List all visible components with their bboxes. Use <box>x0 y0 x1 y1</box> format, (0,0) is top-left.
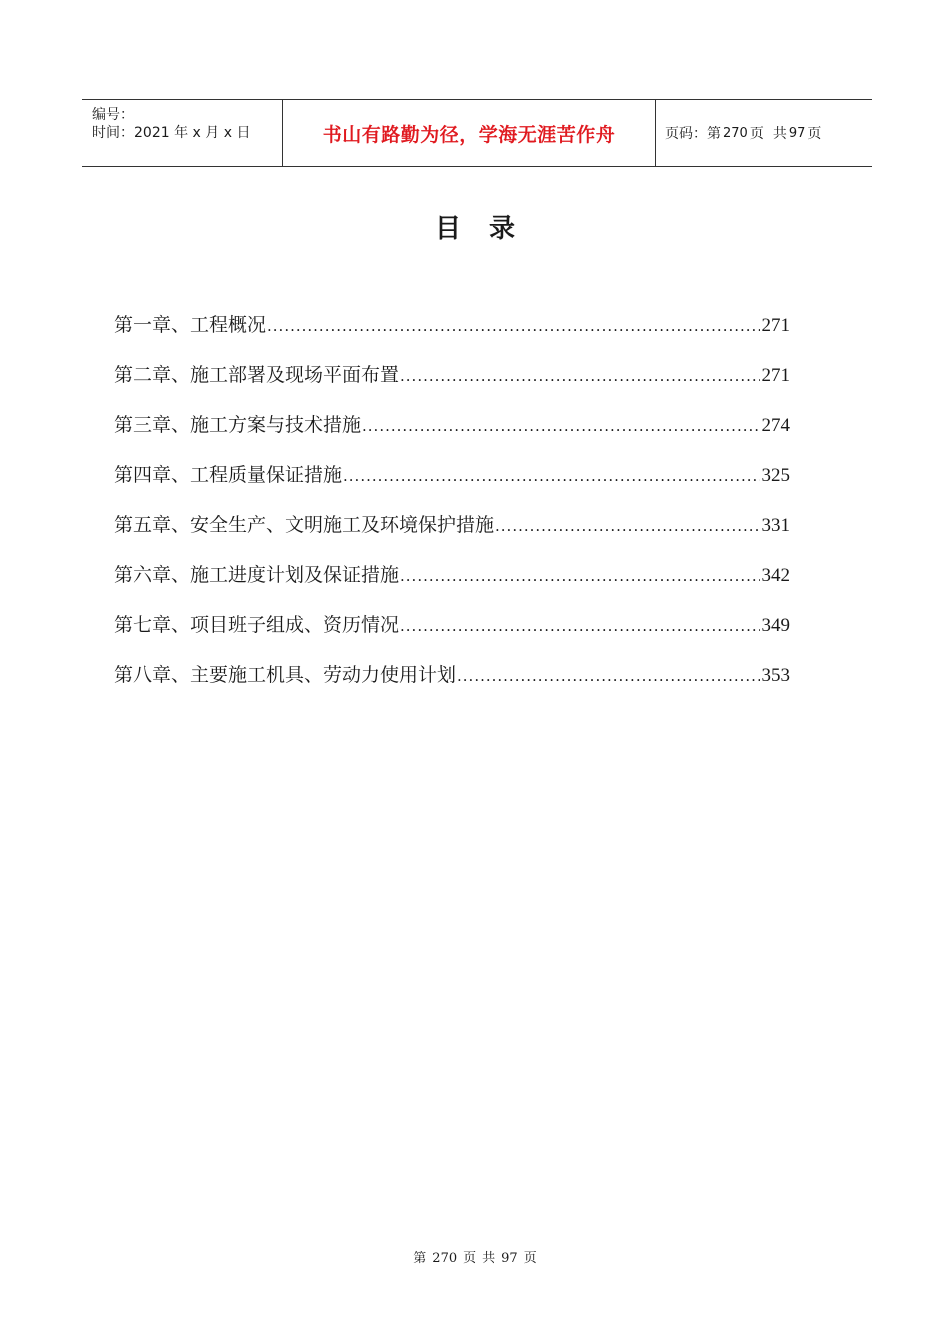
time-value: 2021 年 x 月 x 日 <box>134 125 251 141</box>
toc-entry-3[interactable] <box>114 410 790 460</box>
total-unit: 页 <box>807 126 822 142</box>
page-unit: 页 <box>749 126 764 142</box>
toc-entry-label: 第七章、项目班子组成、资历情况 <box>114 614 400 636</box>
time-line <box>92 124 282 142</box>
footer-total-prefix: 共 <box>482 1251 496 1266</box>
toc-entry-page: 342 <box>761 565 790 586</box>
footer-page: 270 <box>432 1251 458 1266</box>
footer-prefix: 第 <box>413 1251 427 1266</box>
toc-leader-dots <box>495 517 759 535</box>
toc-entry-1[interactable] <box>114 310 790 360</box>
footer-page-unit: 页 <box>463 1251 477 1266</box>
page-number: 270 <box>723 125 748 141</box>
page-label: 页码：第 <box>665 126 721 142</box>
toc-entry-page: 353 <box>761 665 790 686</box>
toc-entry-page: 349 <box>761 615 790 636</box>
document-header <box>82 99 872 167</box>
footer-total: 97 <box>501 1251 518 1266</box>
time-label: 时间： <box>92 125 134 141</box>
total-label: 共 <box>772 126 787 142</box>
toc-entry-page: 271 <box>761 365 790 386</box>
toc-entry-7[interactable] <box>114 610 790 660</box>
toc-entry-page: 271 <box>761 315 790 336</box>
toc-entry-6[interactable] <box>114 560 790 610</box>
number-label: 编号： <box>92 107 134 123</box>
toc-entry-label: 第一章、工程概况 <box>114 314 267 336</box>
toc-entry-page: 325 <box>761 465 790 486</box>
toc-entry-8[interactable] <box>114 660 790 710</box>
toc-leader-dots <box>400 617 759 635</box>
toc-entry-5[interactable] <box>114 510 790 560</box>
footer-total-unit: 页 <box>523 1251 537 1266</box>
header-motto: 书山有路勤为径，学海无涯苦作舟 <box>283 100 656 166</box>
page-footer <box>0 1247 950 1266</box>
toc-entry-2[interactable] <box>114 360 790 410</box>
toc-entry-page: 331 <box>761 515 790 536</box>
toc-leader-dots <box>362 417 759 435</box>
header-meta-cell <box>82 100 283 166</box>
toc-entry-label: 第四章、工程质量保证措施 <box>114 464 343 486</box>
toc-entry-label: 第二章、施工部署及现场平面布置 <box>114 364 400 386</box>
toc-leader-dots <box>400 367 759 385</box>
toc-entry-label: 第五章、安全生产、文明施工及环境保护措施 <box>114 514 495 536</box>
header-page-cell <box>656 100 872 166</box>
toc-entry-label: 第三章、施工方案与技术措施 <box>114 414 362 436</box>
table-of-contents <box>114 310 790 710</box>
toc-leader-dots <box>457 667 759 685</box>
toc-leader-dots <box>267 317 759 335</box>
toc-leader-dots <box>400 567 759 585</box>
toc-entry-page: 274 <box>761 415 790 436</box>
toc-entry-4[interactable] <box>114 460 790 510</box>
toc-leader-dots <box>343 467 759 485</box>
total-number: 97 <box>788 125 806 141</box>
toc-entry-label: 第六章、施工进度计划及保证措施 <box>114 564 400 586</box>
toc-entry-label: 第八章、主要施工机具、劳动力使用计划 <box>114 664 457 686</box>
page-title: 目录 <box>434 214 543 244</box>
